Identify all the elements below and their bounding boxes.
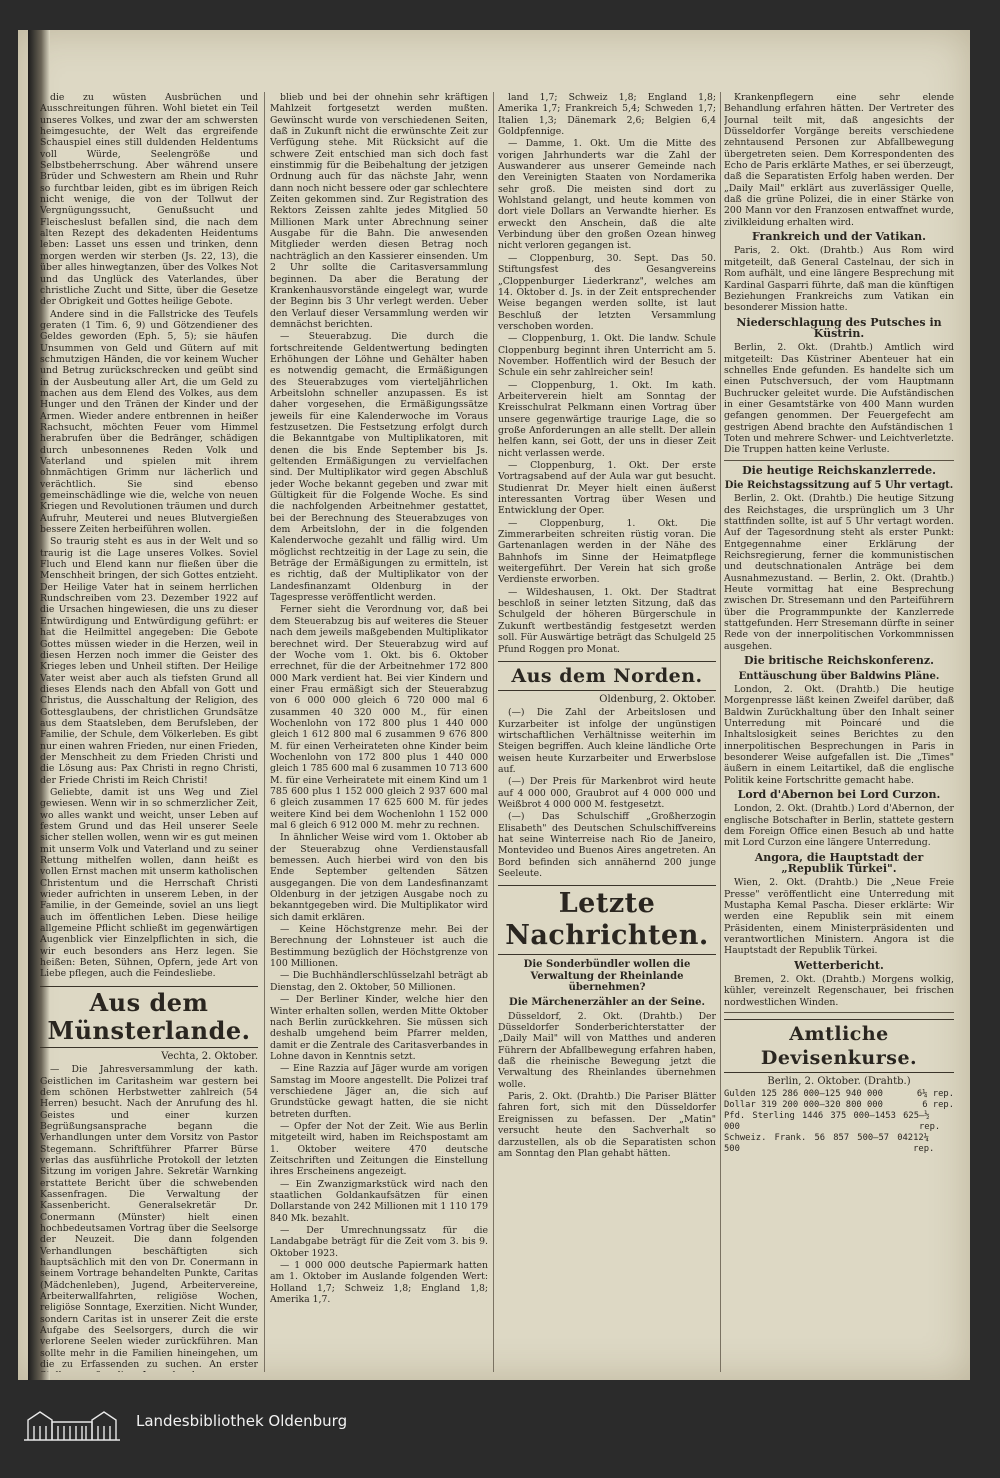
news-item: — Cloppenburg, 30. Sept. Das 50. Stiftungsfest des Gesangvereins „Cloppenburger Liederkranz", welches am 14. Oktober d. Js. in der Zeit entsprechender Weise begangen werden sollte, ist laut Beschluß der letzten Versammlung verschoben worden. <box>498 252 716 332</box>
dateline: Vechta, 2. Oktober. <box>161 1050 258 1062</box>
dateline: Berlin, 2. Oktober. (Drahtb.) <box>767 1076 911 1088</box>
rate-row <box>724 1133 954 1155</box>
news-item: London, 2. Okt. (Drahtb.) Lord d'Abernon, der englische Botschafter in Berlin, stattete gestern dem Foreign Office einen Besuch ab und hatte mit Lord Curzon eine längere Unterredung. <box>724 803 954 849</box>
headline-kanzlerrede: Die heutige Reichskanzlerrede. <box>742 463 936 477</box>
section-heading-latest-news: Letzte Nachrichten. <box>498 885 716 955</box>
section-heading-muensterland: Aus dem Münsterlande. <box>40 986 258 1048</box>
library-name: Landesbibliothek Oldenburg <box>136 1412 348 1430</box>
news-item: In ähnlicher Weise wird vom 1. Oktober ab der Steuerabzug ohne Verdienstausfall bemessen. Auch hierbei wird von den bis Ende September geltenden Sätzen ausgegangen. Die von dem Landesfinanzamt Oldenburg in der jetzigen Ausgabe noch zu bekanntgegeben wird. Die Multiplikator wird sich damit erklären. <box>270 832 488 923</box>
column-4 <box>724 92 954 1372</box>
rate-label: Schweiz. Frank. 56 857 500—57 042 500 <box>724 1133 914 1155</box>
rate-label: Dollar 319 200 000—320 800 000 <box>724 1100 883 1111</box>
column-rule <box>720 92 721 1372</box>
article-paragraph: blieb und bei der ohnehin sehr kräftigen Mahlzeit fortgesetzt werden mußten. Gewünscht wurde von verschiedenen Seiten, daß in Zukunft nicht die erwünschte Zeit zur Verfügung stehe. Mit Rücksicht auf die schwere Zeit entschied man sich doch fast einstimmig für die Beibehaltung der jetzigen Ordnung auch für das nächste Jahr, wenn dann noch nicht bessere oder gar schlechtere Zeiten gekommen sind. Zur Registration des Rektors Zeissen zahlte jedes Mitglied 50 Millionen Mark unter Abrechnung seiner Ausgabe für die Bahn. Die anwesenden Mitglieder werden diesen Betrag noch nachträglich an den Kassierer einsenden. Um 2 Uhr sollte die Caritasversammlung beginnen. Da aber die Beratung der Krankenhausvorstände eingelegt war, wurde der Beginn bis 3 Uhr verlegt werden. Ueber den Verlauf dieser Versammlung werden wir demnächst berichten. <box>270 92 488 330</box>
newspaper-page <box>18 30 970 1380</box>
subheadline: Enttäuschung über Baldwins Pläne. <box>738 670 940 682</box>
news-item: — Ein Zwanzigmarkstück wird nach den staatlichen Goldankaufsätzen für einen Dollarstande von 242 Millionen mit 1 110 179 840 Mk. bezahlt. <box>270 1178 488 1224</box>
article-paragraph: So traurig steht es aus in der Welt und so traurig ist die Lage unseres Volkes. Soviel Fluch und Elend kann nur fließen über die Menschheit bringen, der sich Gottes entzieht. Der Heilige Vater hat in seinem herrlichen Rundschreiben vom 23. Dezember 1922 auf die Ursachen hingewiesen, die uns zu dieser Entwürdigung und Entwürdigung geführt: er hat die Heilmittel angegeben: Die Gebote Gottes müssen wieder in die Herzen, weil in diesen Herzen noch immer die Geister des Krieges leben und Unheil stiften. Der Heilige Vater weist aber auch als tiefsten Grund all dieses Elends nach den Abfall von Gott und Christus, die Ausschaltung der Religion, des Gottesglaubens, der christlichen Grundsätze aus dem Staatsleben, dem Berufsleben, der Familie, der Schule, dem Völkerleben. Es gibt nur einen wahren Frieden, nur einen Frieden, der Menschheit zu dem Frieden Christi und die Lösung aus: Pax Christi in regno Christi, der Friede Christi im Reich Christi! <box>40 536 258 786</box>
news-item: (—) Das Schulschiff „Großherzogin Elisabeth" des Deutschen Schulschiffvereins hat seine Winterreise nach Rio de Janeiro, Montevideo und Buenos Aires angetreten. An Bord befinden sich annähernd 200 junge Seeleute. <box>498 811 716 879</box>
news-item: Berlin, 2. Okt. (Drahtb.) Amtlich wird mitgeteilt: Das Küstriner Abenteuer hat ein schnelles Ende gefunden. Es handelte sich um einen Putschversuch, der vom Hauptmann Buchrucker geleitet wurde. Die Aufständischen in einer Gesamtstärke von 400 Mann wurden gefangen genommen. Der Feuergefecht am gestrigen Abend brachte den Aufständischen 1 Toten und mehrere Schwer- und Leichtverletzte. Die Truppen hatten keine Verluste. <box>724 342 954 456</box>
news-item: (—) Die Zahl der Arbeitslosen und Kurzarbeiter ist infolge der ungünstigen wirtschaftlichen Verhältnisse weiterhin im Steigen begriffen. Auch kleine ländliche Orte weisen heute Kurzarbeiter und Erwerbslose auf. <box>498 707 716 775</box>
news-item: — Die Buchhändlerschlüsselzahl beträgt ab Dienstag, den 2. Oktober, 50 Millionen. <box>270 970 488 993</box>
headline-reichskonferenz: Die britische Reichskonferenz. <box>744 654 934 668</box>
article-paragraph: die zu wüsten Ausbrüchen und Ausschreitungen führen. Wohl bietet ein Teil unseres Volkes, und zwar der am schwersten heimgesuchte, der Welt das ergreifende Schauspiel eines still duldenden Heldentums voll Würde, Seelengröße und Selbstbeherrschung. Aber während unsere Brüder und Schwestern am Rhein und Ruhr so furchtbar leiden, gibt es im übrigen Reich nicht wenige, die von der Tollwut der Vergnügungssucht, Genußsucht und Fleischeslust befallen sind, die nach dem alten Rezept des dekadenten Heidentums leben: Lasset uns essen und trinken, denn morgen werden wir sterben (Js. 22, 13), die über alles hinwegtanzen, über des Volkes Not und das Unglück des Vaterlandes, über christliche Zucht und Sitte, über die Gesetze der Obrigkeit und Gottes heilige Gebote. <box>40 92 258 308</box>
rate-row <box>724 1111 954 1133</box>
article-paragraph: — Die Jahresversammlung der kath. Geistlichen im Caritasheim war gestern bei dem schönen Herbstwetter zahlreich (54 Herren) besucht. Nach der Anrufung des hl. Geistes und einer kurzen Begrüßungsansprache begann die Verhandlungen unter dem Vorsitz von Pastor Stegemann. Schriftführer Pfarrer Bürse verlas das ausführliche Protokoll der letzten Sitzung im vorigen Jahre. Sekretär Warnking erstattete Bericht über die schwebenden Kassenfragen. Die Verwaltung der Kassenbericht. Generalsekretär Dr. Conermann (Münster) hielt einen hochbedeutsamen Vortrag über die Seelsorge der Neuzeit. Die dann folgenden Verhandlungen beschäftigten sich hauptsächlich mit den von Dr. Conermann in seinem Vortrage behandelten Punkte, Caritas (Mädchenleben), Jugend, Arbeitervereine, Arbeiterwallfahrten, religiöse Wochen, religiöse Sonntage, Exerzitien. Nicht Wunder, sondern Caritas ist in unserer Zeit die erste Aufgabe des Seelsorgers, durch die wir verlorene Seelen wieder zurückführen. Man sollte mehr in die Familien hineingehen, um die zu Erfassenden zu suchen. An erster <box>40 1064 258 1371</box>
rate-row <box>724 1100 954 1111</box>
news-item: — Wildeshausen, 1. Okt. Der Stadtrat beschloß in seiner letzten Sitzung, daß das Schulgeld der höheren Bürgerschule in Zukunft wertbeständig festgesetzt werden soll. Für Auswärtige beträgt das Schulgeld 25 Pfund Roggen pro Monat. <box>498 586 716 655</box>
news-item: — Cloppenburg, 1. Okt. Die landw. Schule Cloppenburg beginnt ihren Unterricht am 5. November. Hoffentlich wird der Besuch der Schule ein sehr zahlreicher sein! <box>498 333 716 379</box>
article-paragraph: Krankenpflegern eine sehr elende Behandlung erfahren hätten. Der Vertreter des Journal teilt mit, daß angesichts der Düsseldorfer Vorgänge bereits verschiedene zehntausend Personen zur Abfallbewegung übergetreten seien. Dem Korrespondenten des Echo de Paris erklärte Mathes, er sei überzeugt, daß die Separatisten Erfolg haben werden. Der „Daily Mail" erklärt aus zuverlässiger Quelle, daß die grüne Polizei, die in einer Stärke von 200 Mann vor den Franzosen entwaffnet wurde, zivilkleidung erhalten wird. <box>724 92 954 228</box>
news-item: — Der Berliner Kinder, welche hier den Winter erhalten sollen, werden Mitte Oktober nach Berlin zurückkehren. Sie müssen sich deshalb umgehend beim Pfarrer melden, damit er die Zentrale des Caritasverbandes in Lohne davon in Kenntnis setzt. <box>270 994 488 1062</box>
column-1 <box>40 92 258 1372</box>
column-3 <box>498 92 716 1372</box>
subheadline: Die Reichstagssitzung auf 5 Uhr vertagt. <box>724 480 954 491</box>
divider <box>724 1012 954 1013</box>
headline-angora: Angora, die Hauptstadt der „Republik Türkei". <box>754 850 924 875</box>
news-item: — Der Umrechnungssatz für die Landabgabe beträgt für die Zeit vom 3. bis 9. Oktober 1923. <box>270 1225 488 1259</box>
news-item: — Eine Razzia auf Jäger wurde am vorigen Samstag im Moore angestellt. Die Polizei traf verschiedene Jäger an, die sich auf Grundstücke gewagt hatten, die sie nicht betreten durften. <box>270 1063 488 1120</box>
exchange-rates-table <box>724 1089 954 1155</box>
news-item: — Cloppenburg, 1. Okt. Im kath. Arbeiterverein hielt am Sonntag der Kreisschulrat Pelkmann einen Vortrag über unsere gegenwärtige traurige Lage, die so große Anforderungen an alle stellt. Der allein helfen kann, sei Gott, der uns in dieser Zeit nicht verlassen werde. <box>498 379 716 459</box>
news-item: Ferner sieht die Verordnung vor, daß bei dem Steuerabzug bis auf weiteres die Steuer nach dem jeweils maßgebenden Multiplikator berechnet wird. Der Steuerabzug wird auf der Woche vom 1. Okt. bis 6. Oktober errechnet, für die der Arbeitnehmer 172 800 000 Mark verdient hat. Bei vier Kindern und einer Frau ermäßigt sich der Steuerabzug von 6 000 000 gleich 6 720 000 mal 6 zusammen 40 320 000 M., für einen Wochenlohn von 172 800 plus 1 440 000 gleich 1 612 800 mal 6 zusammen 9 676 800 M. für einen Verheirateten ohne Kinder beim Wochenlohn von 172 800 plus 1 440 000 gleich 1 785 600 mal 6 zusammen 10 713 600 M. für eine Verheiratete mit einem Kind um 1 785 600 plus 1 152 000 gleich 2 937 600 mal 6 gleich zusammen 17 625 600 M. für jedes weitere Kind bei dem Wochenlohn 1 152 000 mal 6 gleich 6 912 000 M. mehr zu rechnen. <box>270 604 488 831</box>
column-2 <box>270 92 488 1372</box>
rate-label: Pfd. Sterling 1446 375 000—1453 625 000 <box>724 1111 919 1133</box>
news-item: — Steuerabzug. Die durch die fortschreitende Geldentwertung bedingten Erhöhungen der Löhne und Gehälter haben es notwendig gemacht, die Ermäßigungen des Steuerabzuges vom vierteljährlichen Arbeitslohn schneller anzupassen. Es ist daher vorgesehen, die Ermäßigungssätze jeweils für eine Kalenderwoche im Voraus festzusetzen. Die Festsetzung erfolgt durch die Bekanntgabe von Multiplikatoren, mit denen die bis Ende September bis Js. geltenden Ermäßigungen zu vervielfachen sind. Der Multiplikator wird gegen Abschluß jeder Woche bekannt gegeben und zwar mit Gültigkeit für die Folgende Woche. Es sind die nachfolgenden Arbeitnehmer gestattet, bei der Berechnung des Steuerabzuges von dem Arbeitslohn, der in die folgenden Kalenderwoche gezahlt und fällig wird. Um möglichst rechtzeitig in der Lage zu sein, die Beträge der Ermäßigungen zu ermitteln, ist es richtig, daß der Multiplikator von der Landesfinanzamt Oldenburg in der Tagespresse veröffentlicht werden. <box>270 331 488 604</box>
news-item: — Cloppenburg, 1. Okt. Der erste Vortragsabend auf der Aula war gut besucht. Studienrat Dr. Meyer hielt einen äußerst interessanten Vortrag über Wesen und Entwicklung der Oper. <box>498 460 716 517</box>
article-paragraph: land 1,7; Schweiz 1,8; England 1,8; Amerika 1,7; Frankreich 5,4; Schweden 1,7; Italien 1,3; Dänemark 2,6; Belgien 6,4 Goldpfennige. <box>498 92 716 138</box>
news-item: Wien, 2. Okt. (Drahtb.) Die „Neue Freie Presse" veröffentlicht eine Unterredung mit Mustapha Kemal Pascha. Dieser erklärte: Wir werden eine Republik sein mit einem Präsidenten, einem Ministerpräsidenten und verantwortlichen Ministern. Angora ist die Hauptstadt der Republik Türkei. <box>724 877 954 957</box>
library-building-logo <box>22 1406 122 1442</box>
headline: Die Sonderbündler wollen die Verwaltung der Rheinlande übernehmen? <box>523 959 691 994</box>
news-item: Berlin, 2. Okt. (Drahtb.) Die heutige Sitzung des Reichstages, die ursprünglich um 3 Uhr stattfinden sollte, ist auf 5 Uhr vertagt worden. Auf der Tagesordnung steht als erster Punkt: Entgegennahme einer Erklärung der Reichsregierung, ferner die kommunistischen und deutschnationalen Anträge bei dem Ausnahmezustand. — Berlin, 2. Okt. (Drahtb.) Heute vormittag hat eine Besprechung zwischen Dr. Stresemann und den Parteiführern über die Programmpunkte der Kanzlerrede stattgefunden. Herr Stresemann dürfte in seiner Rede von der innerpolitischen Vorkommnissen ausgehen. <box>724 493 954 652</box>
section-heading-devisen: Amtliche Devisenkurse. <box>724 1019 954 1073</box>
rate-row <box>724 1089 954 1100</box>
section-heading-norden: Aus dem Norden. <box>498 661 716 691</box>
news-item: — Opfer der Not der Zeit. Wie aus Berlin mitgeteilt wird, haben im Reichspostamt am 1. Oktober weitere 470 deutsche Zeitschriften und Zeitungen die Einstellung ihres Erscheinens angezeigt. <box>270 1120 488 1178</box>
news-item: Düsseldorf, 2. Okt. (Drahtb.) Der Düsseldorfer Sonderberichterstatter der „Daily Mail" will von Matthes und anderen Führern der Abfallbewegung erfahren haben, daß die rheinische Bewegung jetzt die Verwaltung des Rheinlandes übernehmen wolle. <box>498 1010 716 1090</box>
rate-note: 6 rep. <box>922 1100 954 1111</box>
subheadline: Die Märchenerzähler an der Seine. <box>509 997 705 1009</box>
headline-weather: Wetterbericht. <box>794 958 884 972</box>
headline-kuestrin: Niederschlagung des Putsches in Küstrin. <box>736 315 942 340</box>
news-item: — Cloppenburg, 1. Okt. Die Zimmerarbeiten schreiten rüstig voran. Die Gartenanlagen werden in der Nähe des Bahnhofs im Sinne der Heimatpflege weitergeführt. Der Verein hat sich große Verdienste erworben. <box>498 517 716 586</box>
rate-label: Gulden 125 286 000—125 940 000 <box>724 1089 883 1100</box>
column-rule <box>493 92 494 1372</box>
rate-note: —½ rep. <box>919 1111 941 1133</box>
article-paragraph: Geliebte, damit ist uns Weg und Ziel gewiesen. Wenn wir in so schmerzlicher Zeit, wo alles wankt und weicht, unser Leben auf festem Grund und das Heil unserer Seele sicher stellen wollen, wenn wir es gut meinen mit unserm Volk und Vaterland und zu seiner Rettung mithelfen wollen, dann heißt es vollen Ernst machen mit unserm katholischen Christentum und die Herrschaft Christi wieder aufrichten in unserem Leben, in der Familie, in der Gemeinde, soviel an uns liegt auch im öffentlichen Leben. Diese heilige allgemeine Pflicht schließt im gegenwärtigen Augenblick vier Einzelpflichten in sich, die wir euch besonders ans Herz legen. Sie heißen: Beten, Sühnen, Opfern, jede Art von Liebe pflegen, auch die Feindesliebe. <box>40 786 258 980</box>
news-item: Paris, 2. Okt. (Drahtb.) Die Pariser Blätter fahren fort, sich mit den Düsseldorfer Ereignissen zu befassen. Der „Matin" versucht heute den Sachverhalt so darzustellen, als ob die Separatisten schon am Sonntag den Plan gehabt hätten. <box>498 1091 716 1159</box>
divider <box>724 460 954 461</box>
rate-note: 6¼ rep. <box>916 1089 954 1100</box>
news-item: London, 2. Okt. (Drahtb.) Die heutige Morgenpresse läßt keinen Zweifel darüber, daß Baldwin Zurückhaltung über den Inhalt seiner Unterredung mit Poincaré und die Inhaltslosigkeit seines Berichtes zu den innerpolitischen Besprechungen in Paris in besonderer Weise aufgefallen ist. Die „Times" äußern in einem Leitartikel, daß die englische Politik keine Fortschritte gemacht habe. <box>724 683 954 786</box>
news-item: — 1 000 000 deutsche Papiermark hatten am 1. Oktober im Auslande folgenden Wert: Holland 1,7; Schweiz 1,8; England 1,8; Amerika 1,7. <box>270 1260 488 1306</box>
headline-vatican: Frankreich und der Vatikan. <box>752 230 926 244</box>
dateline: Oldenburg, 2. Oktober. <box>599 693 716 705</box>
article-paragraph: Andere sind in die Fallstricke des Teufels geraten (1 Tim. 6, 9) und Götzendiener des Geldes geworden (Eph. 5, 5); sie häufen Unsummen von Geld und Gütern auf mit schmutzigen Händen, die vor keinem Wucher und Betrug zurückschrecken und geübt sind in der Ausbeutung aller Art, die um Geld zu machen aus dem Elend des Volkes, aus dem Hunger und den Tränen der Kinder und der Armen. Wieder andere entbrennen in heißer Rachsucht, möchten Feuer vom Himmel herabrufen über die Bedränger, schädigen durch unbesonnenes Reden Volk und Vaterland und spielen mit ihrem ohnmächtigen Grimm nur lächerlich und verächtlich. Sie sind ebenso gemeinschädlinge wie die, welche von neuen Kriegen und Revolutionen träumen und durch Aufruhr, Meuterei und neues Blutvergießen bessere Zeiten herbeiführen wollen. <box>40 308 258 536</box>
headline-curzon: Lord d'Abernon bei Lord Curzon. <box>737 787 941 801</box>
news-item: Bremen, 2. Okt. (Drahtb.) Morgens wolkig, kühler, vereinzelt Regenschauer, bei frischen nordwestlichen Winden. <box>724 974 954 1008</box>
rate-note: 12¼ rep. <box>913 1133 935 1155</box>
column-rule <box>264 92 265 1372</box>
news-item: Paris, 2. Okt. (Drahtb.) Aus Rom wird mitgeteilt, daß General Castelnau, der sich in Rom aufhält, und eine längere Besprechung mit Kardinal Gasparri führte, daß man die künftigen Beziehungen Frankreichs zum Vatikan ein besonderer Mission hatte. <box>724 245 954 314</box>
news-item: — Keine Höchstgrenze mehr. Bei der Berechnung der Lohnsteuer ist auch die Bestimmung bezüglich der Höchstgrenze von 100 Millionen. <box>270 924 488 970</box>
news-item: (—) Der Preis für Markenbrot wird heute auf 4 000 000, Graubrot auf 4 000 000 und Weißbrot 4 000 000 M. festgesetzt. <box>498 776 716 810</box>
news-item: — Damme, 1. Okt. Um die Mitte des vorigen Jahrhunderts war die Zahl der Auswanderer aus unserer Gemeinde nach den Vereinigten Staaten von Nordamerika sehr groß. Die meisten sind dort zu Wohlstand gelangt, und heute kommen von dort viele Dollars an Verwandte hierher. Es erweckt den Anschein, daß die alte Verbindung über den großen Ozean hinweg nicht verloren gegangen ist. <box>498 138 716 252</box>
footer-bar <box>0 1392 1000 1478</box>
